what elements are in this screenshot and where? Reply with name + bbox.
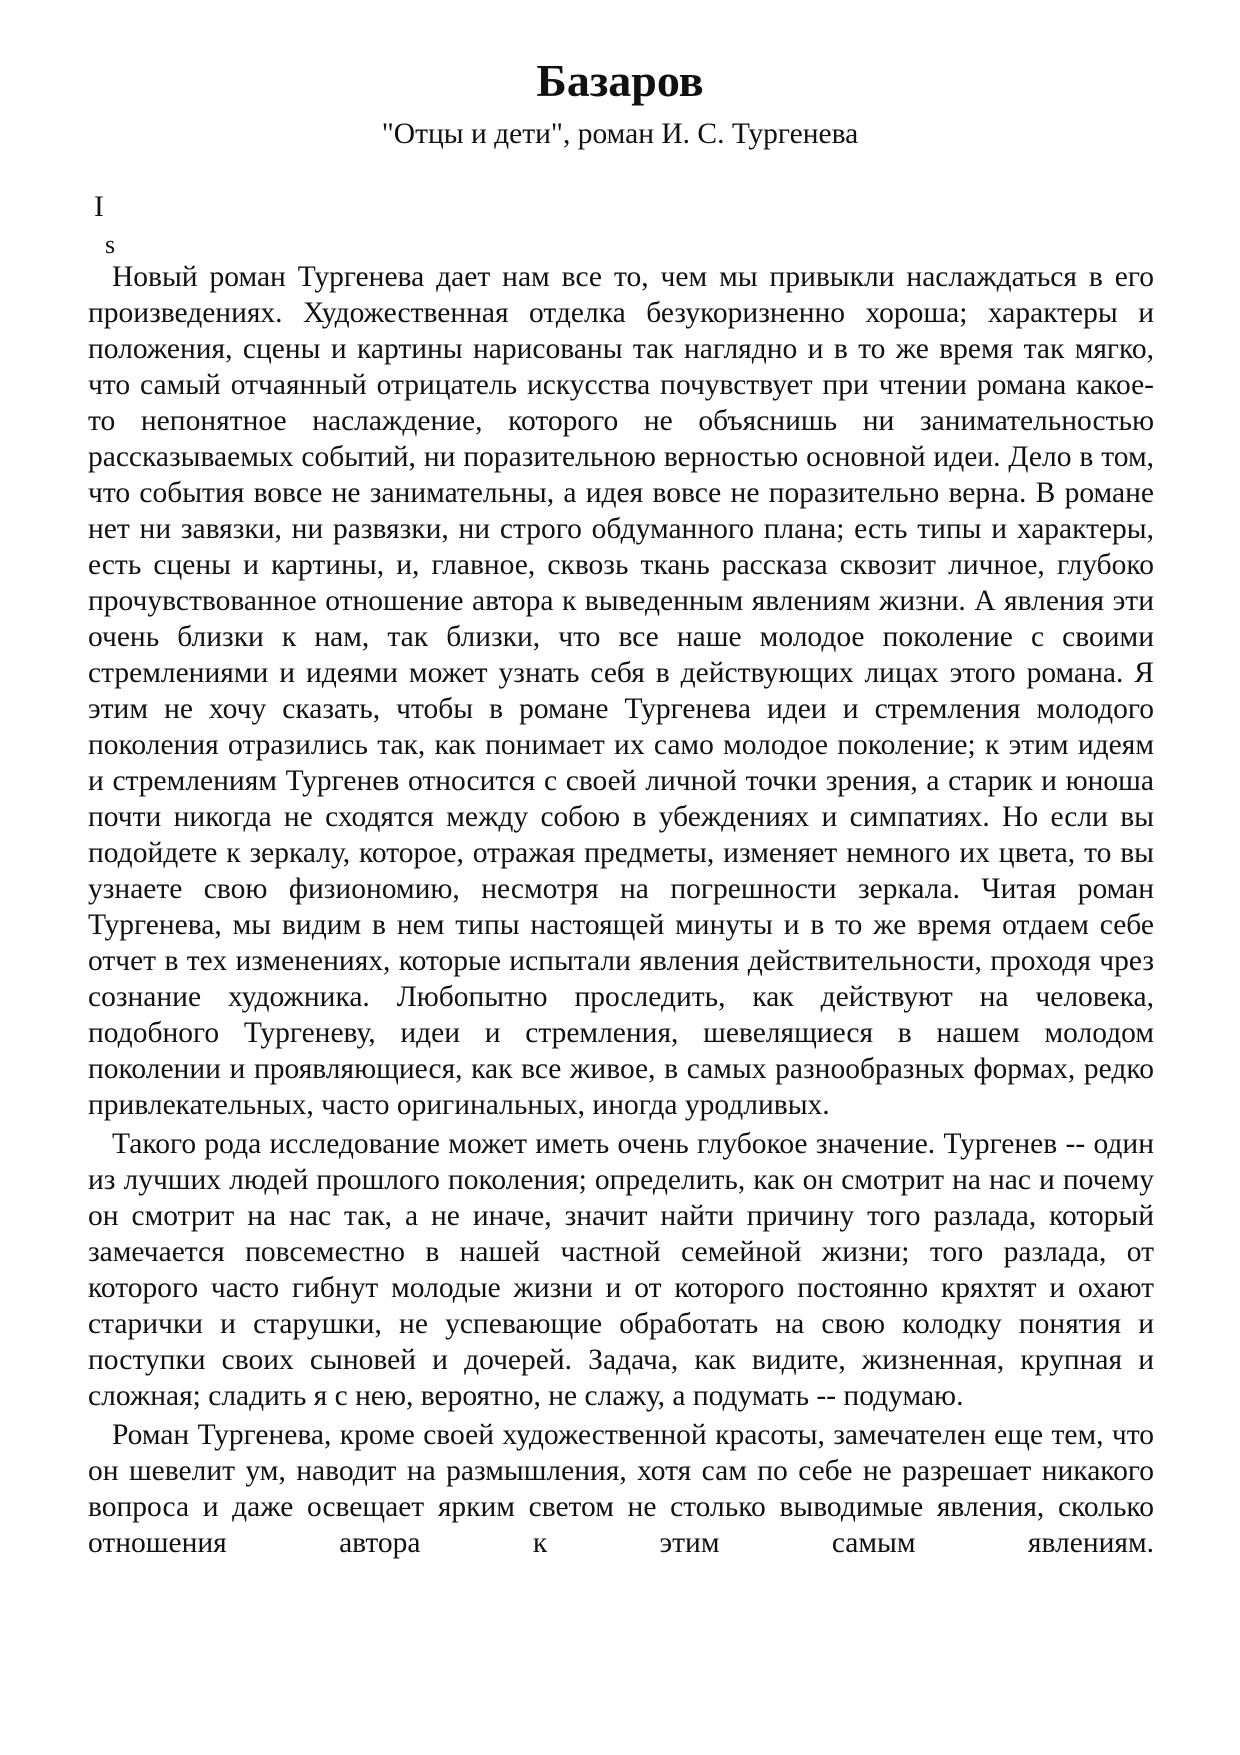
document-title: Базаров <box>536 55 704 106</box>
document-subtitle: "Отцы и дети", роман И. С. Тургенева <box>381 118 859 150</box>
paragraph: Такого рода исследование может иметь очень глубокое значение. Тургенев -- один из лучших людей прошлого поколения; определить, как он смотрит на нас и почему он смотрит на нас так, а не иначе, значит найти причину того разлада, который замечается повсеместно в нашей частной семейной жизни; того разлада, от которого часто гибнут молодые жизни и от которого постоянно кряхтят и охают старички и старушки, не успевающие обработать на свою колодку понятия и поступки своих сыновей и дочерей. Задача, как видите, жизненная, крупная и сложная; сладить я с нею, вероятно, не слажу, а подумать -- подумаю. <box>88 1128 1154 1412</box>
paragraph: Новый роман Тургенева дает нам все то, чем мы привыкли наслаждаться в его произведениях. Художественная отделка безукоризненно хороша; характеры и положения, сцены и картины нарисованы так наглядно и в то же время так мягко, что самый отчаянный отрицатель искусства почувствует при чтении романа какое-то непонятное наслаждение, которого не объяснишь ни занимательностью рассказываемых событий, ни поразительною верностью основной идеи. Дело в том, что события вовсе не занимательны, а идея вовсе не поразительно верна. В романе нет ни завязки, ни развязки, ни строго обдуманного плана; есть типы и характеры, есть сцены и картины, и, главное, сквозь ткань рассказа сквозит личное, глубоко прочувствованное отношение автора к выведенным явлениям жизни. А явления эти очень близки к нам, так близки, что все наше молодое поколение с своими стремлениями и идеями может узнать себя в действующих лицах этого романа. Я этим не хочу сказать, чтобы в романе Тургенева идеи и стремления молодого поколения отразились так, как понимает их само молодое поколение; к этим идеям и стремлениям Тургенев относится с своей личной точки зрения, а старик и юноша почти никогда не сходятся между собою в убеждениях и симпатиях. Но если вы подойдете к зеркалу, которое, отражая предметы, изменяет немного их цвета, то вы узнаете свою физиономию, несмотря на погрешности зеркала. Читая роман Тургенева, мы видим в нем типы настоящей минуты и в то же время отдаем себе отчет в тех изменениях, которые испытали явления действительности, проходя чрез сознание художника. Любопытно проследить, как действуют на человека, подобного Тургеневу, идеи и стремления, шевелящиеся в нашем молодом поколении и проявляющиеся, как все живое, в самых разнообразных формах, редко привлекательных, часто оригинальных, иногда уродливых. <box>88 261 1154 1121</box>
section-number: I <box>94 191 104 223</box>
section-sub-mark: s <box>105 230 116 259</box>
paragraph: Роман Тургенева, кроме своей художественной красоты, замечателен еще тем, что он шевелит ум, наводит на размышления, хотя сам по себе не разрешает никакого вопроса и даже освещает ярким светом не столько выводимые явления, сколько отношения автора к этим самым явлениям. <box>88 1419 1154 1559</box>
body-text <box>88 259 1154 1564</box>
